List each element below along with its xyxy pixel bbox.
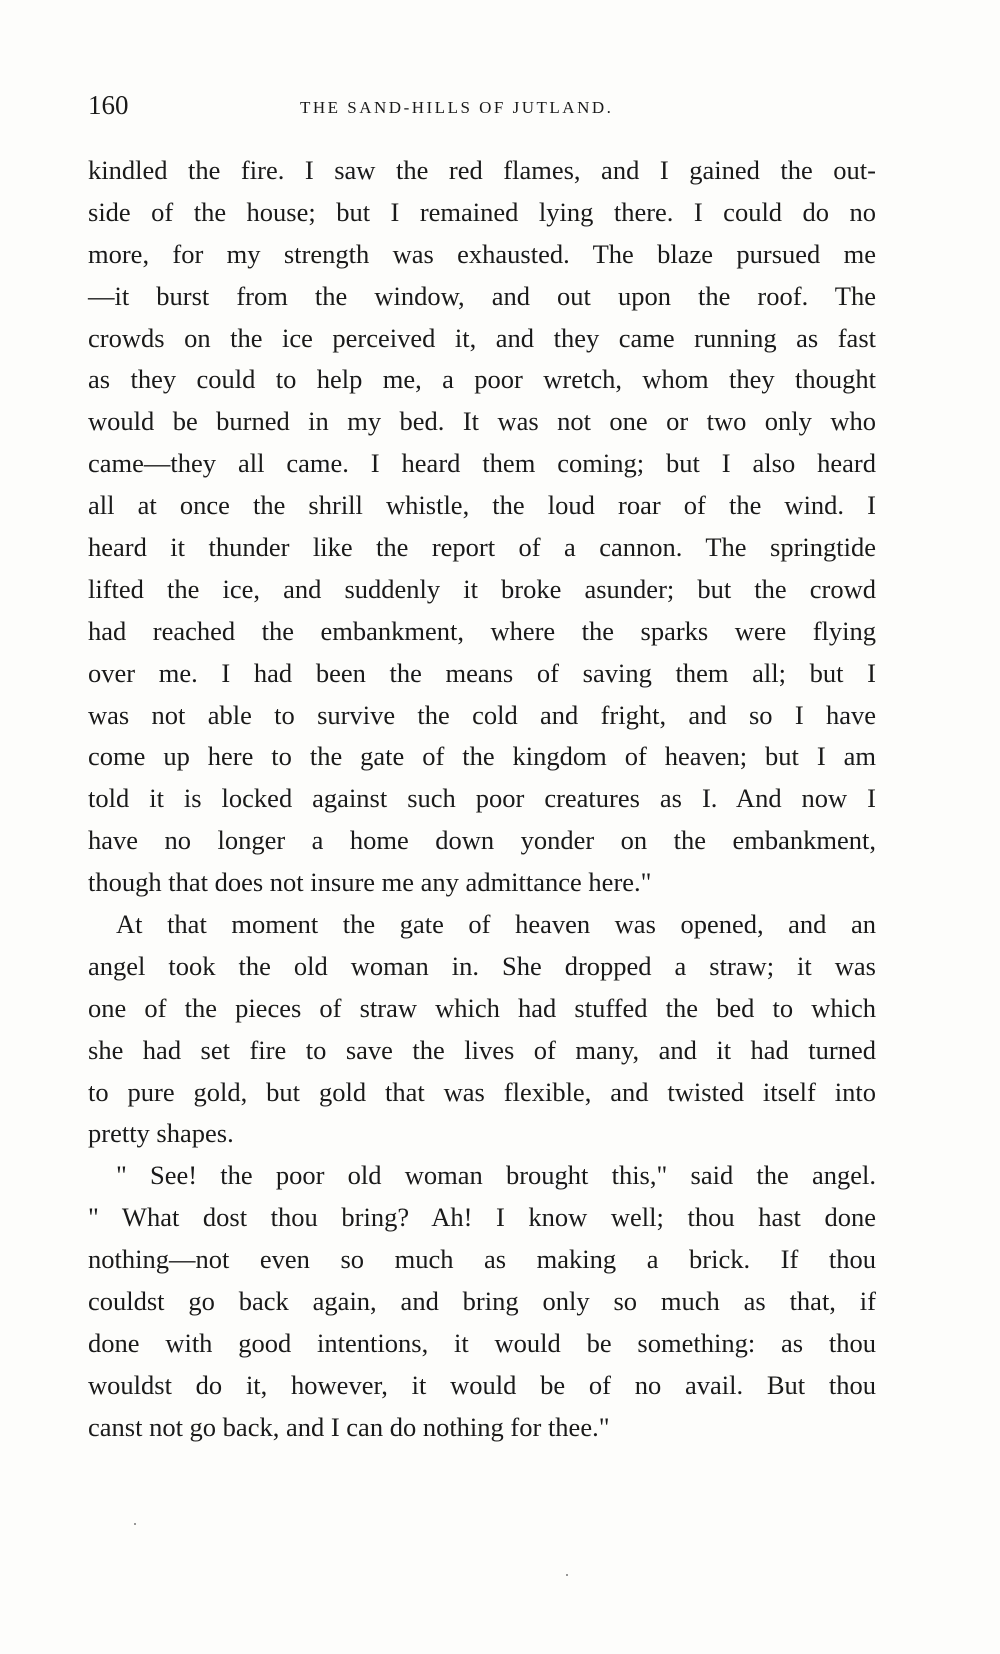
- text-line: over me. I had been the means of saving them all; but I: [88, 657, 876, 688]
- text-line: more, for my strength was exhausted. The blaze pursued me: [88, 238, 876, 269]
- text-line: have no longer a home down yonder on the embankment,: [88, 825, 876, 856]
- text-line: side of the house; but I remained lying there. I could do no: [88, 196, 876, 227]
- text-line: heard it thunder like the report of a cannon. The springtide: [88, 532, 876, 563]
- text-line: —it burst from the window, and out upon the roof. The: [88, 280, 876, 311]
- text-line: told it is locked against such poor creatures as I. And now I: [88, 783, 876, 814]
- page-header: [0, 92, 1000, 132]
- text-line: done with good intentions, it would be something: as thou: [88, 1327, 876, 1358]
- text-line: crowds on the ice perceived it, and they came running as fast: [88, 322, 876, 353]
- text-line: At that moment the gate of heaven was opened, and an: [116, 909, 876, 940]
- text-line: came—they all came. I heard them coming; but I also heard: [88, 448, 876, 479]
- text-line: wouldst do it, however, it would be of no avail. But thou: [88, 1369, 876, 1400]
- text-line: to pure gold, but gold that was flexible, and twisted itself into: [88, 1076, 876, 1107]
- text-line: one of the pieces of straw which had stuffed the bed to which: [88, 992, 876, 1023]
- text-line: all at once the shrill whistle, the loud roar of the wind. I: [88, 490, 876, 521]
- text-line: nothing—not even so much as making a brick. If thou: [88, 1244, 876, 1275]
- text-line: kindled the fire. I saw the red flames, and I gained the out-: [88, 155, 876, 185]
- text-line: " What dost thou bring? Ah! I know well; thou hast done: [88, 1202, 876, 1233]
- body-text: [88, 150, 876, 1449]
- text-line: angel took the old woman in. She dropped a straw; it was: [88, 950, 876, 981]
- text-line: would be burned in my bed. It was not one or two only who: [88, 406, 876, 437]
- text-line: pretty shapes.: [88, 1118, 234, 1149]
- text-line: had reached the embankment, where the sparks were flying: [88, 615, 876, 646]
- text-line: canst not go back, and I can do nothing for thee.": [88, 1411, 610, 1442]
- page-number: 160: [88, 90, 129, 120]
- text-line: couldst go back again, and bring only so much as that, if: [88, 1286, 876, 1317]
- paragraph: [88, 904, 876, 1155]
- text-line: as they could to help me, a poor wretch, whom they thought: [88, 364, 876, 395]
- text-line: come up here to the gate of the kingdom of heaven; but I am: [88, 741, 876, 772]
- running-title: THE SAND-HILLS OF JUTLAND.: [300, 98, 614, 117]
- text-line: lifted the ice, and suddenly it broke asunder; but the crowd: [88, 573, 876, 604]
- text-line: she had set fire to save the lives of many, and it had turned: [88, 1034, 876, 1065]
- text-line: " See! the poor old woman brought this," said the angel.: [116, 1160, 876, 1191]
- text-line: was not able to survive the cold and fright, and so I have: [88, 699, 876, 730]
- print-speck: [134, 1523, 136, 1525]
- paragraph: [88, 150, 876, 904]
- print-speck: [566, 1574, 568, 1576]
- paragraph: [88, 1155, 876, 1448]
- text-line: though that does not insure me any admittance here.": [88, 867, 652, 898]
